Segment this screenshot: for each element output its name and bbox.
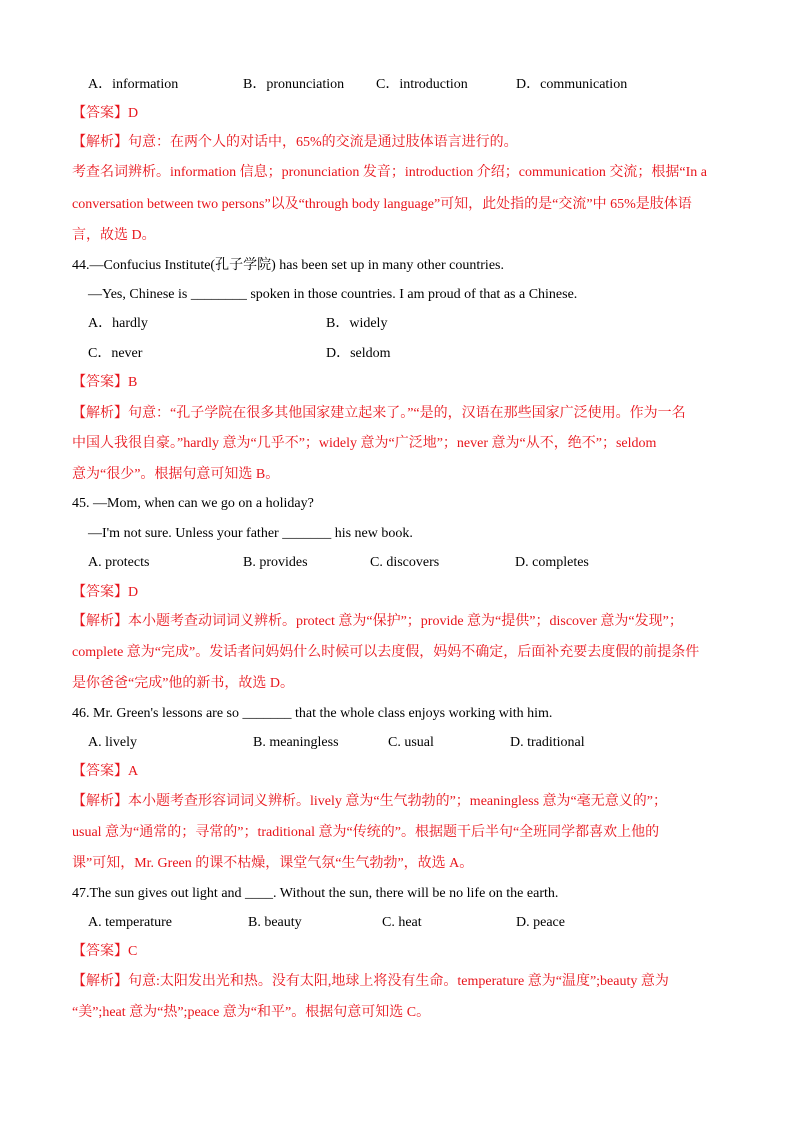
q45-option-b: B. provides — [243, 555, 308, 570]
explanation-text: 本小题考查形容词词义辨析。lively 意为“生气勃勃的”；meaningless 意为“毫无意义的”； — [128, 794, 667, 809]
q47-option-b: B. beauty — [248, 915, 302, 930]
answer-label: 【答案】 — [72, 106, 128, 121]
answer-value: C — [128, 944, 138, 959]
answer-label: 【答案】 — [72, 375, 128, 390]
q44-explanation-line-2: 中国人我很自豪。”hardly 意为“几乎不”；widely 意为“广泛地”；never 意为“从不，绝不”；seldom — [72, 436, 657, 451]
explanation-label: 【解析】 — [72, 406, 128, 421]
q46-option-b: B. meaningless — [253, 735, 339, 750]
q43-option-b: B．pronunciation — [243, 77, 345, 92]
explanation-label: 【解析】 — [72, 794, 128, 809]
explanation-text: 句意:太阳发出光和热。没有太阳,地球上将没有生命。temperature 意为“温度”;beauty 意为 — [128, 974, 669, 989]
explanation-text: 句意：在两个人的对话中，65%的交流是通过肢体语言进行的。 — [128, 135, 518, 150]
answer-value: A — [128, 764, 139, 779]
q46-option-c: C. usual — [388, 735, 434, 750]
q44-option-a: A．hardly — [88, 316, 148, 331]
explanation-label: 【解析】 — [72, 974, 128, 989]
q43-explanation-line-3: conversation between two persons”以及“through body language”可知，此处指的是“交流”中 65%是肢体语 — [72, 197, 692, 212]
q44-stem: 44.—Confucius Institute(孔子学院) has been set up in many other countries. — [72, 258, 504, 273]
q44-option-d: D．seldom — [326, 346, 391, 361]
q43-option-d: D．communication — [516, 77, 628, 92]
q47-answer — [72, 942, 137, 962]
q47-explanation-line-1 — [72, 972, 669, 992]
q44-explanation-line-3: 意为“很少”。根据句意可知选 B。 — [72, 467, 280, 482]
q45-explanation-line-1 — [72, 612, 683, 632]
q43-explanation-line-2: 考查名词辨析。information 信息；pronunciation 发音；introduction 介绍；communication 交流；根据“In a — [72, 165, 707, 180]
answer-value: D — [128, 106, 139, 121]
answer-value: D — [128, 585, 139, 600]
q45-explanation-line-2: complete 意为“完成”。发话者问妈妈什么时候可以去度假，妈妈不确定，后面补充要去度假的前提条件 — [72, 645, 700, 660]
q43-answer — [72, 104, 138, 124]
q46-option-d: D. traditional — [510, 735, 585, 750]
q45-stem-reply: —I'm not sure. Unless your father _______ his new book. — [88, 526, 413, 541]
q44-option-b: B．widely — [326, 316, 388, 331]
answer-value: B — [128, 375, 138, 390]
q45-stem: 45. —Mom, when can we go on a holiday? — [72, 496, 314, 511]
q46-explanation-line-2: usual 意为“通常的；寻常的”；traditional 意为“传统的”。根据题干后半句“全班同学都喜欢上他的 — [72, 825, 660, 840]
q47-option-a: A. temperature — [88, 915, 172, 930]
q44-explanation-line-1 — [72, 404, 686, 424]
q46-answer — [72, 762, 138, 782]
answer-label: 【答案】 — [72, 764, 128, 779]
q44-option-c: C．never — [88, 346, 143, 361]
q45-option-c: C. discovers — [370, 555, 440, 570]
q43-explanation-line-4: 言，故选 D。 — [72, 228, 156, 243]
q43-explanation-line-1 — [72, 133, 518, 153]
q47-option-c: C. heat — [382, 915, 422, 930]
q44-stem-reply: —Yes, Chinese is ________ spoken in those countries. I am proud of that as a Chinese. — [88, 287, 578, 302]
q43-option-c: C．introduction — [376, 77, 468, 92]
q47-stem: 47.The sun gives out light and ____. Without the sun, there will be no life on the earth. — [72, 886, 559, 901]
q46-explanation-line-3: 课”可知，Mr. Green 的课不枯燥，课堂气氛“生气勃勃”，故选 A。 — [72, 856, 474, 871]
answer-label: 【答案】 — [72, 585, 128, 600]
q45-answer — [72, 583, 138, 603]
q47-explanation-line-2: “美”;heat 意为“热”;peace 意为“和平”。根据句意可知选 C。 — [72, 1005, 431, 1020]
q47-option-d: D. peace — [516, 915, 565, 930]
explanation-label: 【解析】 — [72, 614, 128, 629]
q45-explanation-line-3: 是你爸爸“完成”他的新书，故选 D。 — [72, 676, 295, 691]
answer-label: 【答案】 — [72, 944, 128, 959]
q46-explanation-line-1 — [72, 792, 667, 812]
explanation-text: 句意：“孔子学院在很多其他国家建立起来了。”“是的，汉语在那些国家广泛使用。作为一名 — [128, 406, 686, 421]
q45-option-a: A. protects — [88, 555, 150, 570]
q46-option-a: A. lively — [88, 735, 137, 750]
q43-option-a: A．information — [88, 77, 179, 92]
q45-option-d: D. completes — [515, 555, 589, 570]
explanation-label: 【解析】 — [72, 135, 128, 150]
q44-answer — [72, 373, 137, 393]
q46-stem: 46. Mr. Green's lessons are so _______ that the whole class enjoys working with him. — [72, 706, 553, 721]
explanation-text: 本小题考查动词词义辨析。protect 意为“保护”；provide 意为“提供”；discover 意为“发现”； — [128, 614, 683, 629]
